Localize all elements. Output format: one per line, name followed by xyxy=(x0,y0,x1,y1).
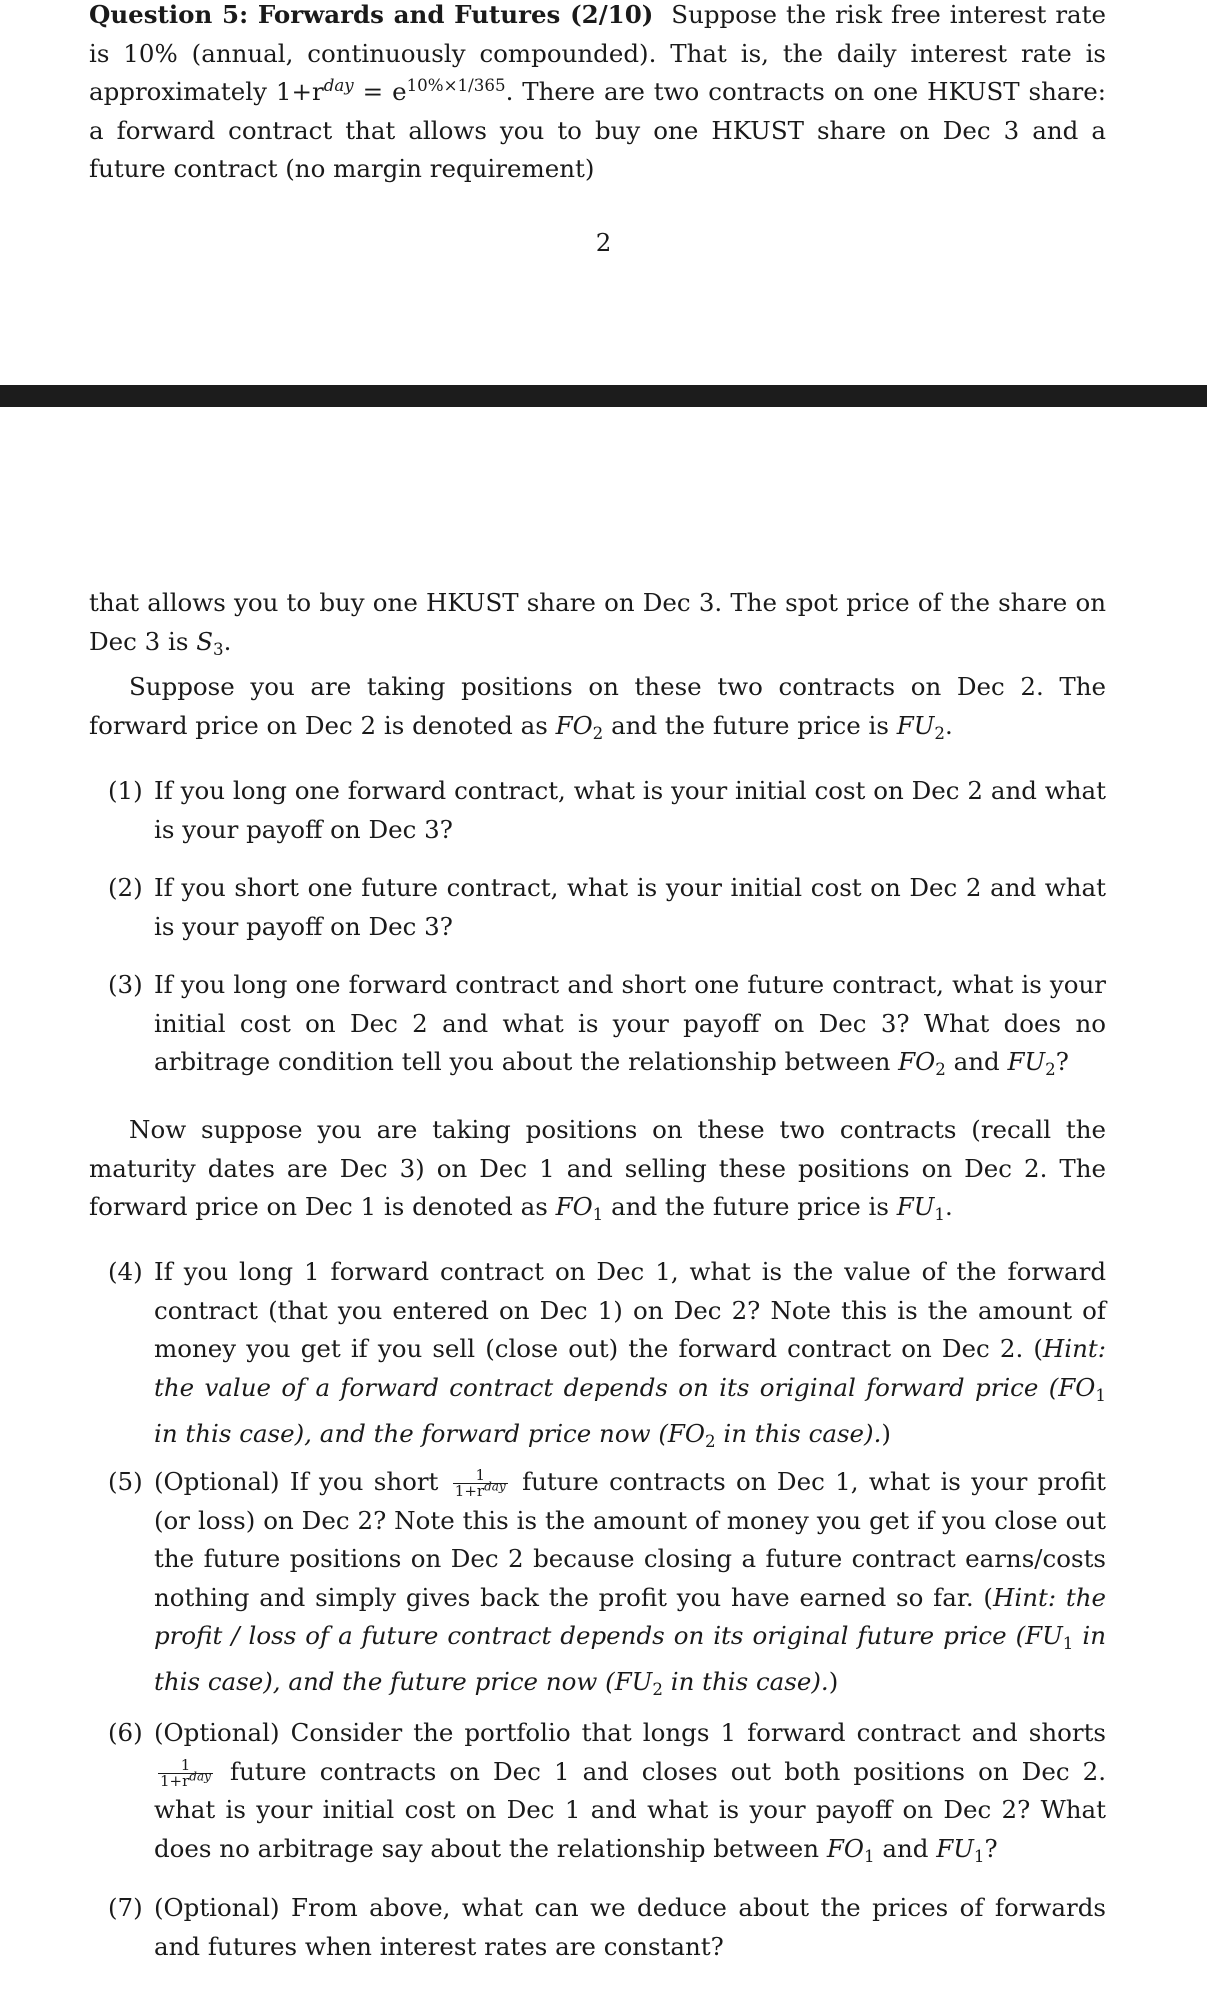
hint-text: Hint: the value of a forward contract depends on its original forward price ($FO_1$ in this case), and the forward price now ($FO_2$ in this case). xyxy=(154,1334,1106,1451)
question-item-2: (2) If you short one future contract, what is your initial cost on Dec 2 and what is your payoff on Dec 3? xyxy=(108,873,1106,941)
question-intro-paragraph xyxy=(89,0,1106,189)
dec2-positions-paragraph: Suppose you are taking positions on these two contracts on Dec 2. The forward price on Dec 2 is denoted as $FO_2$ and the future price is $FU_2$. xyxy=(89,672,1106,743)
intro-text-2: . There are two contracts on one HKUST share: a forward contract that allows you to buy one HKUST share on Dec 3 and a future contract (no margin requirement) xyxy=(89,77,1106,183)
question-title: Question 5: Forwards and Futures (2/10) xyxy=(89,0,654,29)
fraction-one-over-one-plus-rday: $\frac{1}{1+r^{day}}$ xyxy=(454,1466,506,1500)
daily-rate-formula: $1+r^{day} = e^{10\%\times 1/365}$ xyxy=(275,75,506,106)
continuation-paragraph: that allows you to buy one HKUST share on Dec 3. The spot price of the share on Dec 3 is $S_3$. xyxy=(89,588,1106,659)
spot-price-symbol: $S_3$ xyxy=(196,626,224,659)
fraction-one-over-one-plus-rday: $\frac{1}{1+r^{day}}$ xyxy=(160,1755,211,1790)
question-item-3: (3) If you long one forward contract and short one future contract, what is your initial cost on Dec 2 and what is your payoff on Dec 3? What does no arbitrage condition tell you about the relationship between $FO_2$ and $FU_2$? xyxy=(108,970,1106,1079)
intro-text-1: Suppose the risk free interest rate is 10% (annual, continuously compounded). That is, the daily interest rate is approximately xyxy=(89,0,1106,106)
question-item-5: (5) (Optional) If you short $\frac{1}{1+r^{day}}$ future contracts on Dec 1, what is your profit (or loss) on Dec 2? Note this is the amount of money you get if you close out the future positions on Dec 2 because closing a future contract earns/costs nothing and simply gives back the profit you have earned so far. (Hint: the profit / loss of a future contract depends on its original future price ($FU_1$ in this case), and the future price now ($FU_2$ in this case).) xyxy=(108,1466,1107,1700)
page-number: 2 xyxy=(595,228,612,257)
question-item-4: (4) If you long 1 forward contract on Dec 1, what is the value of the forward contract (that you entered on Dec 1) on Dec 2? Note this is the amount of money you get if you sell (close out) the forward contract on Dec 2. (Hint: the value of a forward contract depends on its original forward price ($FO_1$ in this case), and the forward price now ($FO_2$ in this case).) xyxy=(108,1257,1106,1451)
question-item-1: (1) If you long one forward contract, what is your initial cost on Dec 2 and what is your payoff on Dec 3? xyxy=(108,776,1106,844)
dec1-positions-paragraph: Now suppose you are taking positions on these two contracts (recall the maturity dates are Dec 3) on Dec 1 and selling these positions on Dec 2. The forward price on Dec 1 is denoted as $FO_1$ and the future price is $FU_1$. xyxy=(89,1115,1106,1224)
question-item-6: (6) (Optional) Consider the portfolio that longs 1 forward contract and shorts $\frac{1}{1+r^{day}}$ future contracts on Dec 1 and closes out both positions on Dec 2. what is your initial cost on Dec 1 and what is your payoff on Dec 2? What does no arbitrage say about the relationship between $FO_1$ and $FU_1$? xyxy=(108,1718,1106,1866)
page-divider xyxy=(0,385,1207,407)
hint-text: Hint: the profit / loss of a future contract depends on its original future price ($FU_1$ in this case), and the future price now ($FU_2$ in this case). xyxy=(154,1582,1107,1700)
question-item-7: (7) (Optional) From above, what can we deduce about the prices of forwards and futures when interest rates are constant? xyxy=(108,1893,1106,1961)
